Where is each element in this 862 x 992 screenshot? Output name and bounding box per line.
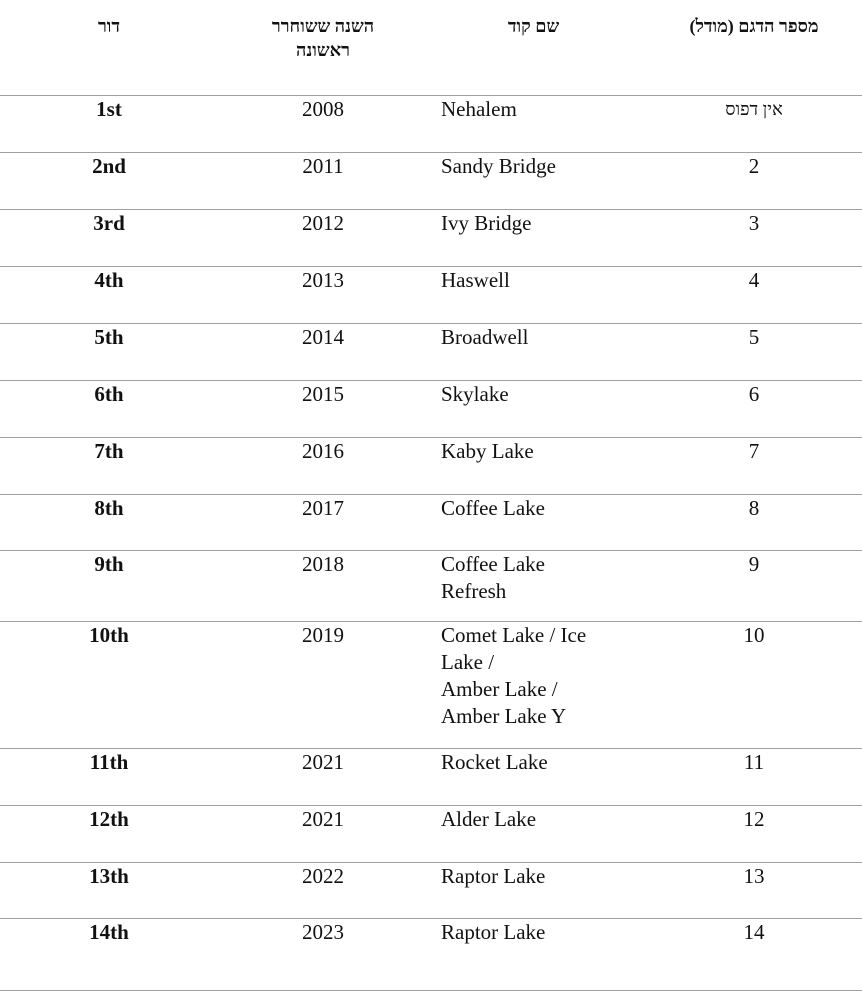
table-row — [0, 806, 862, 863]
generation-cell: 6th — [94, 382, 124, 406]
year-cell: 2015 — [302, 382, 344, 406]
generation-cell: 5th — [94, 325, 124, 349]
codename-line: Refresh — [441, 579, 507, 603]
year-cell: 2017 — [302, 496, 344, 520]
codename-line: Nehalem — [441, 97, 517, 121]
codename-line: Alder Lake — [441, 807, 537, 831]
generation-cell: 3rd — [93, 211, 125, 235]
table-row — [0, 381, 862, 438]
model-cell: 5 — [748, 325, 760, 349]
table-body — [0, 96, 862, 991]
codename-line: Ivy Bridge — [441, 211, 532, 235]
header-model: מספר הדגם (מודל) — [689, 16, 819, 36]
model-cell: 9 — [748, 552, 760, 576]
header-codename: שם קוד — [507, 16, 560, 36]
codename-line: Amber Lake / — [441, 677, 558, 701]
table-row — [0, 438, 862, 495]
table-row — [0, 96, 862, 153]
codename-line: Raptor Lake — [441, 920, 546, 944]
codename-line: Rocket Lake — [441, 750, 548, 774]
table-row — [0, 210, 862, 267]
model-cell: 11 — [743, 750, 765, 774]
codename-line: Amber Lake Y — [441, 704, 567, 728]
table-row — [0, 749, 862, 806]
table-row — [0, 153, 862, 210]
codename-line: Skylake — [441, 382, 509, 406]
codename-cell — [441, 863, 626, 890]
year-cell: 2013 — [302, 268, 344, 292]
generation-cell: 10th — [89, 623, 129, 647]
model-cell: 13 — [743, 864, 765, 888]
generation-cell: 1st — [96, 97, 122, 121]
year-cell: 2018 — [302, 552, 344, 576]
codename-cell — [441, 153, 626, 180]
table-row — [0, 495, 862, 551]
model-cell: 8 — [748, 496, 760, 520]
generation-cell: 7th — [94, 439, 124, 463]
generation-cell: 13th — [89, 864, 129, 888]
year-cell: 2011 — [302, 154, 344, 178]
table-header-row — [0, 0, 862, 96]
model-cell: 2 — [748, 154, 760, 178]
year-cell: 2014 — [302, 325, 344, 349]
codename-line: Comet Lake / Ice — [441, 623, 587, 647]
codename-line: Lake / — [441, 650, 495, 674]
codename-cell — [441, 96, 626, 123]
header-year: השנה ששוחרר ראשונה — [271, 16, 375, 60]
year-cell: 2012 — [302, 211, 344, 235]
generation-cell: 4th — [94, 268, 124, 292]
codename-cell — [441, 210, 626, 237]
codename-cell — [441, 438, 626, 465]
codename-cell — [441, 267, 626, 294]
table-row — [0, 863, 862, 919]
model-cell: 4 — [748, 268, 760, 292]
model-cell: 7 — [748, 439, 760, 463]
year-cell: 2021 — [302, 807, 344, 831]
table-row — [0, 551, 862, 622]
table-row — [0, 919, 862, 991]
table-row — [0, 267, 862, 324]
year-cell: 2008 — [302, 97, 344, 121]
generation-cell: 12th — [89, 807, 129, 831]
model-cell: אין דפוס — [725, 99, 783, 119]
generation-cell: 14th — [89, 920, 129, 944]
model-cell: 6 — [748, 382, 760, 406]
model-cell: 12 — [743, 807, 765, 831]
year-cell: 2016 — [302, 439, 344, 463]
codename-line: Sandy Bridge — [441, 154, 556, 178]
model-cell: 14 — [743, 920, 765, 944]
codename-cell — [441, 749, 626, 776]
table-row — [0, 324, 862, 381]
year-cell: 2021 — [302, 750, 344, 774]
header-generation: דור — [97, 16, 121, 36]
codename-cell — [441, 806, 626, 833]
codename-cell — [441, 919, 626, 946]
table-row — [0, 622, 862, 749]
year-cell: 2022 — [302, 864, 344, 888]
codename-cell — [441, 551, 626, 605]
codename-line: Kaby Lake — [441, 439, 534, 463]
generation-cell: 11th — [89, 750, 129, 774]
codename-line: Raptor Lake — [441, 864, 546, 888]
generation-cell: 9th — [94, 552, 124, 576]
codename-line: Haswell — [441, 268, 510, 292]
codename-line: Broadwell — [441, 325, 529, 349]
generation-cell: 2nd — [92, 154, 126, 178]
year-cell: 2019 — [302, 623, 344, 647]
year-cell: 2023 — [302, 920, 344, 944]
codename-line: Coffee Lake — [441, 552, 545, 576]
codename-cell — [441, 495, 626, 522]
codename-cell — [441, 381, 626, 408]
model-cell: 10 — [743, 623, 765, 647]
generation-cell: 8th — [94, 496, 124, 520]
codename-line: Coffee Lake — [441, 496, 545, 520]
codename-cell — [441, 324, 626, 351]
codename-cell — [441, 622, 626, 730]
model-cell: 3 — [748, 211, 760, 235]
